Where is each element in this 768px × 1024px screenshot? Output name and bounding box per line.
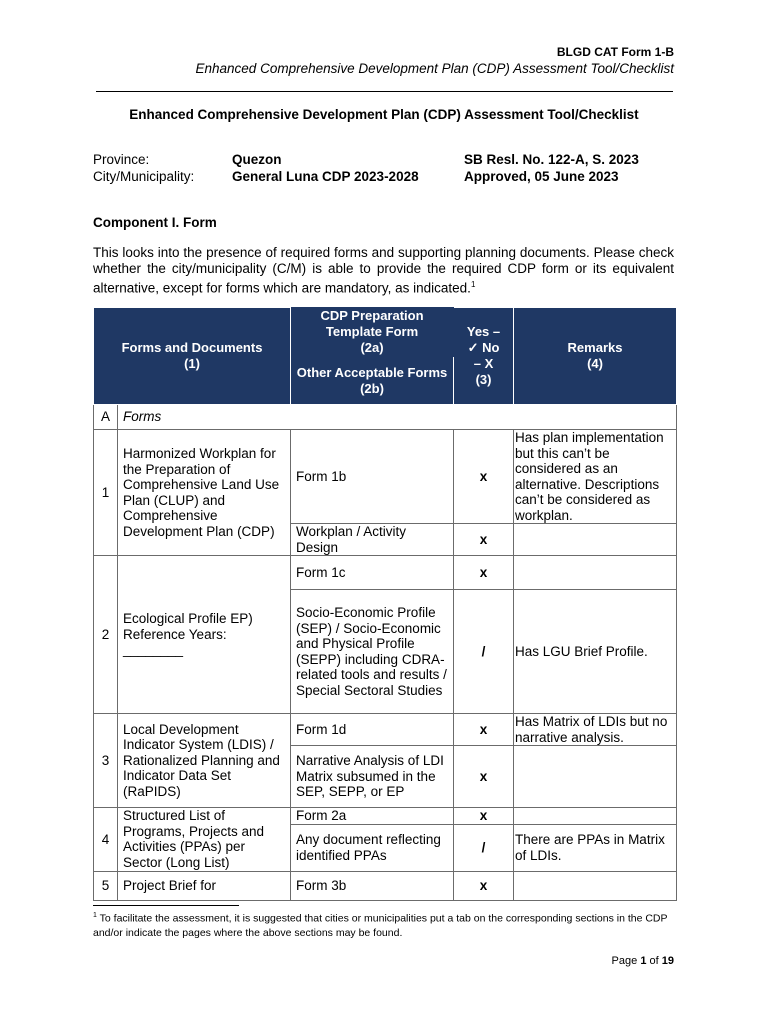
province-label: Province:	[93, 152, 150, 167]
check-mark: x	[454, 430, 514, 524]
document-name: Harmonized Workplan for the Preparation of Comprehensive Land Use Plan (CLUP) and Comprehensive Development Plan (CDP)	[118, 430, 291, 556]
section-row	[94, 405, 677, 430]
remarks-cell: There are PPAs in Matrix of LDIs.	[514, 824, 677, 871]
province-value: Quezon	[232, 152, 282, 167]
header-template-form-label: CDP Preparation Template Form	[320, 308, 424, 339]
document-name: Local Development Indicator System (LDIS) / Rationalized Planning and Indicator Data Set (RaPIDS)	[118, 714, 291, 808]
intro-paragraph	[93, 245, 674, 297]
header-yes-no	[454, 308, 514, 405]
table-row	[94, 714, 677, 746]
form-name: Any document reflecting identified PPAs	[291, 824, 454, 871]
component-heading: Component I. Form	[93, 215, 217, 230]
form-name: Form 1c	[291, 556, 454, 590]
row-number: 2	[94, 556, 118, 714]
form-name: Narrative Analysis of LDI Matrix subsumed in the SEP, SEPP, or EP	[291, 746, 454, 808]
page-of: of	[649, 955, 659, 967]
reference-years-blank: ________	[123, 642, 184, 658]
approval-date: Approved, 05 June 2023	[464, 169, 619, 184]
check-mark: x	[454, 808, 514, 825]
header-forms-documents-num: (1)	[184, 356, 200, 371]
check-mark: /	[454, 590, 514, 714]
header-forms-documents-label: Forms and Documents	[121, 340, 263, 355]
page-number	[612, 955, 674, 967]
table-row	[94, 871, 677, 900]
header-template-form	[291, 308, 454, 357]
remarks-cell: Has Matrix of LDIs but no narrative analysis.	[514, 714, 677, 746]
page-current: 1	[640, 955, 647, 967]
document-title: Enhanced Comprehensive Development Plan (CDP) Assessment Tool/Checklist	[129, 107, 639, 122]
check-mark: x	[454, 871, 514, 900]
remarks-cell: Has plan implementation but this can’t be considered as an alternative. Descriptions can’t be considered as workplan.	[514, 430, 677, 524]
remarks-cell	[514, 556, 677, 590]
header-remarks-label: Remarks	[567, 340, 623, 355]
header-other-forms-num: (2b)	[360, 380, 384, 396]
footnote	[93, 909, 676, 941]
city-label: City/Municipality:	[93, 169, 195, 184]
header-other-forms-label: Other Acceptable Forms	[296, 364, 448, 380]
header-template-form-num: (2a)	[360, 340, 384, 355]
row-number: 1	[94, 430, 118, 556]
document-name: Ecological Profile EP) Reference Years:	[123, 611, 253, 642]
header-yes-no-num: (3)	[475, 372, 492, 387]
form-name: Form 3b	[291, 871, 454, 900]
page-total: 19	[661, 955, 674, 967]
header-other-forms	[291, 357, 454, 405]
footnote-number: 1	[93, 912, 97, 919]
footnote-reference: 1	[470, 280, 476, 289]
remarks-cell	[514, 746, 677, 808]
document-name: Project Brief for	[118, 871, 291, 900]
document-cell	[118, 556, 291, 714]
form-name: Form 1b	[291, 430, 454, 524]
check-mark: x	[454, 714, 514, 746]
header-no-label: ✓ No	[467, 340, 500, 355]
table-row	[94, 556, 677, 590]
remarks-cell	[514, 524, 677, 556]
section-letter: A	[94, 405, 118, 430]
form-name: Socio-Economic Profile (SEP) / Socio-Economic and Physical Profile (SEPP) including CDRA-related tools and results / Special Sectoral Studies	[291, 590, 454, 714]
check-mark: /	[454, 824, 514, 871]
check-mark: x	[454, 524, 514, 556]
table-row	[94, 808, 677, 825]
header-remarks-num: (4)	[587, 356, 603, 371]
row-number: 5	[94, 871, 118, 900]
form-code-label: BLGD CAT Form 1-B	[556, 45, 674, 59]
header-x-label: – X	[473, 356, 494, 371]
footnote-divider	[93, 905, 239, 906]
row-number: 3	[94, 714, 118, 808]
city-value: General Luna CDP 2023-2028	[232, 169, 419, 184]
header-forms-documents	[94, 308, 291, 405]
check-mark: x	[454, 746, 514, 808]
assessment-table	[93, 307, 677, 901]
header-yes-label: Yes –	[466, 324, 501, 339]
intro-text: This looks into the presence of required forms and supporting planning documents. Please check whether the city/municipality (C/M) is able to provide the required CDP form or its equivalent alternative, except for forms which are mandatory, as indicated.	[93, 245, 674, 296]
table-row	[94, 430, 677, 524]
row-number: 4	[94, 808, 118, 872]
page-prefix: Page	[611, 955, 638, 967]
document-name: Structured List of Programs, Projects and Activities (PPAs) per Sector (Long List)	[118, 808, 291, 872]
form-name: Workplan / Activity Design	[291, 524, 454, 556]
header-divider	[96, 91, 673, 92]
resolution-number: SB Resl. No. 122-A, S. 2023	[464, 152, 639, 167]
check-mark: x	[454, 556, 514, 590]
form-name: Form 1d	[291, 714, 454, 746]
section-label: Forms	[118, 405, 677, 430]
remarks-cell	[514, 808, 677, 825]
form-name: Form 2a	[291, 808, 454, 825]
header-remarks	[514, 308, 677, 405]
header-subtitle: Enhanced Comprehensive Development Plan (CDP) Assessment Tool/Checklist	[195, 61, 674, 76]
remarks-cell	[514, 871, 677, 900]
footnote-text: To facilitate the assessment, it is suggested that cities or municipalities put a tab on the corresponding sections in the CDP and/or indicate the pages where the above sections may be found.	[93, 912, 668, 939]
remarks-cell: Has LGU Brief Profile.	[514, 590, 677, 714]
